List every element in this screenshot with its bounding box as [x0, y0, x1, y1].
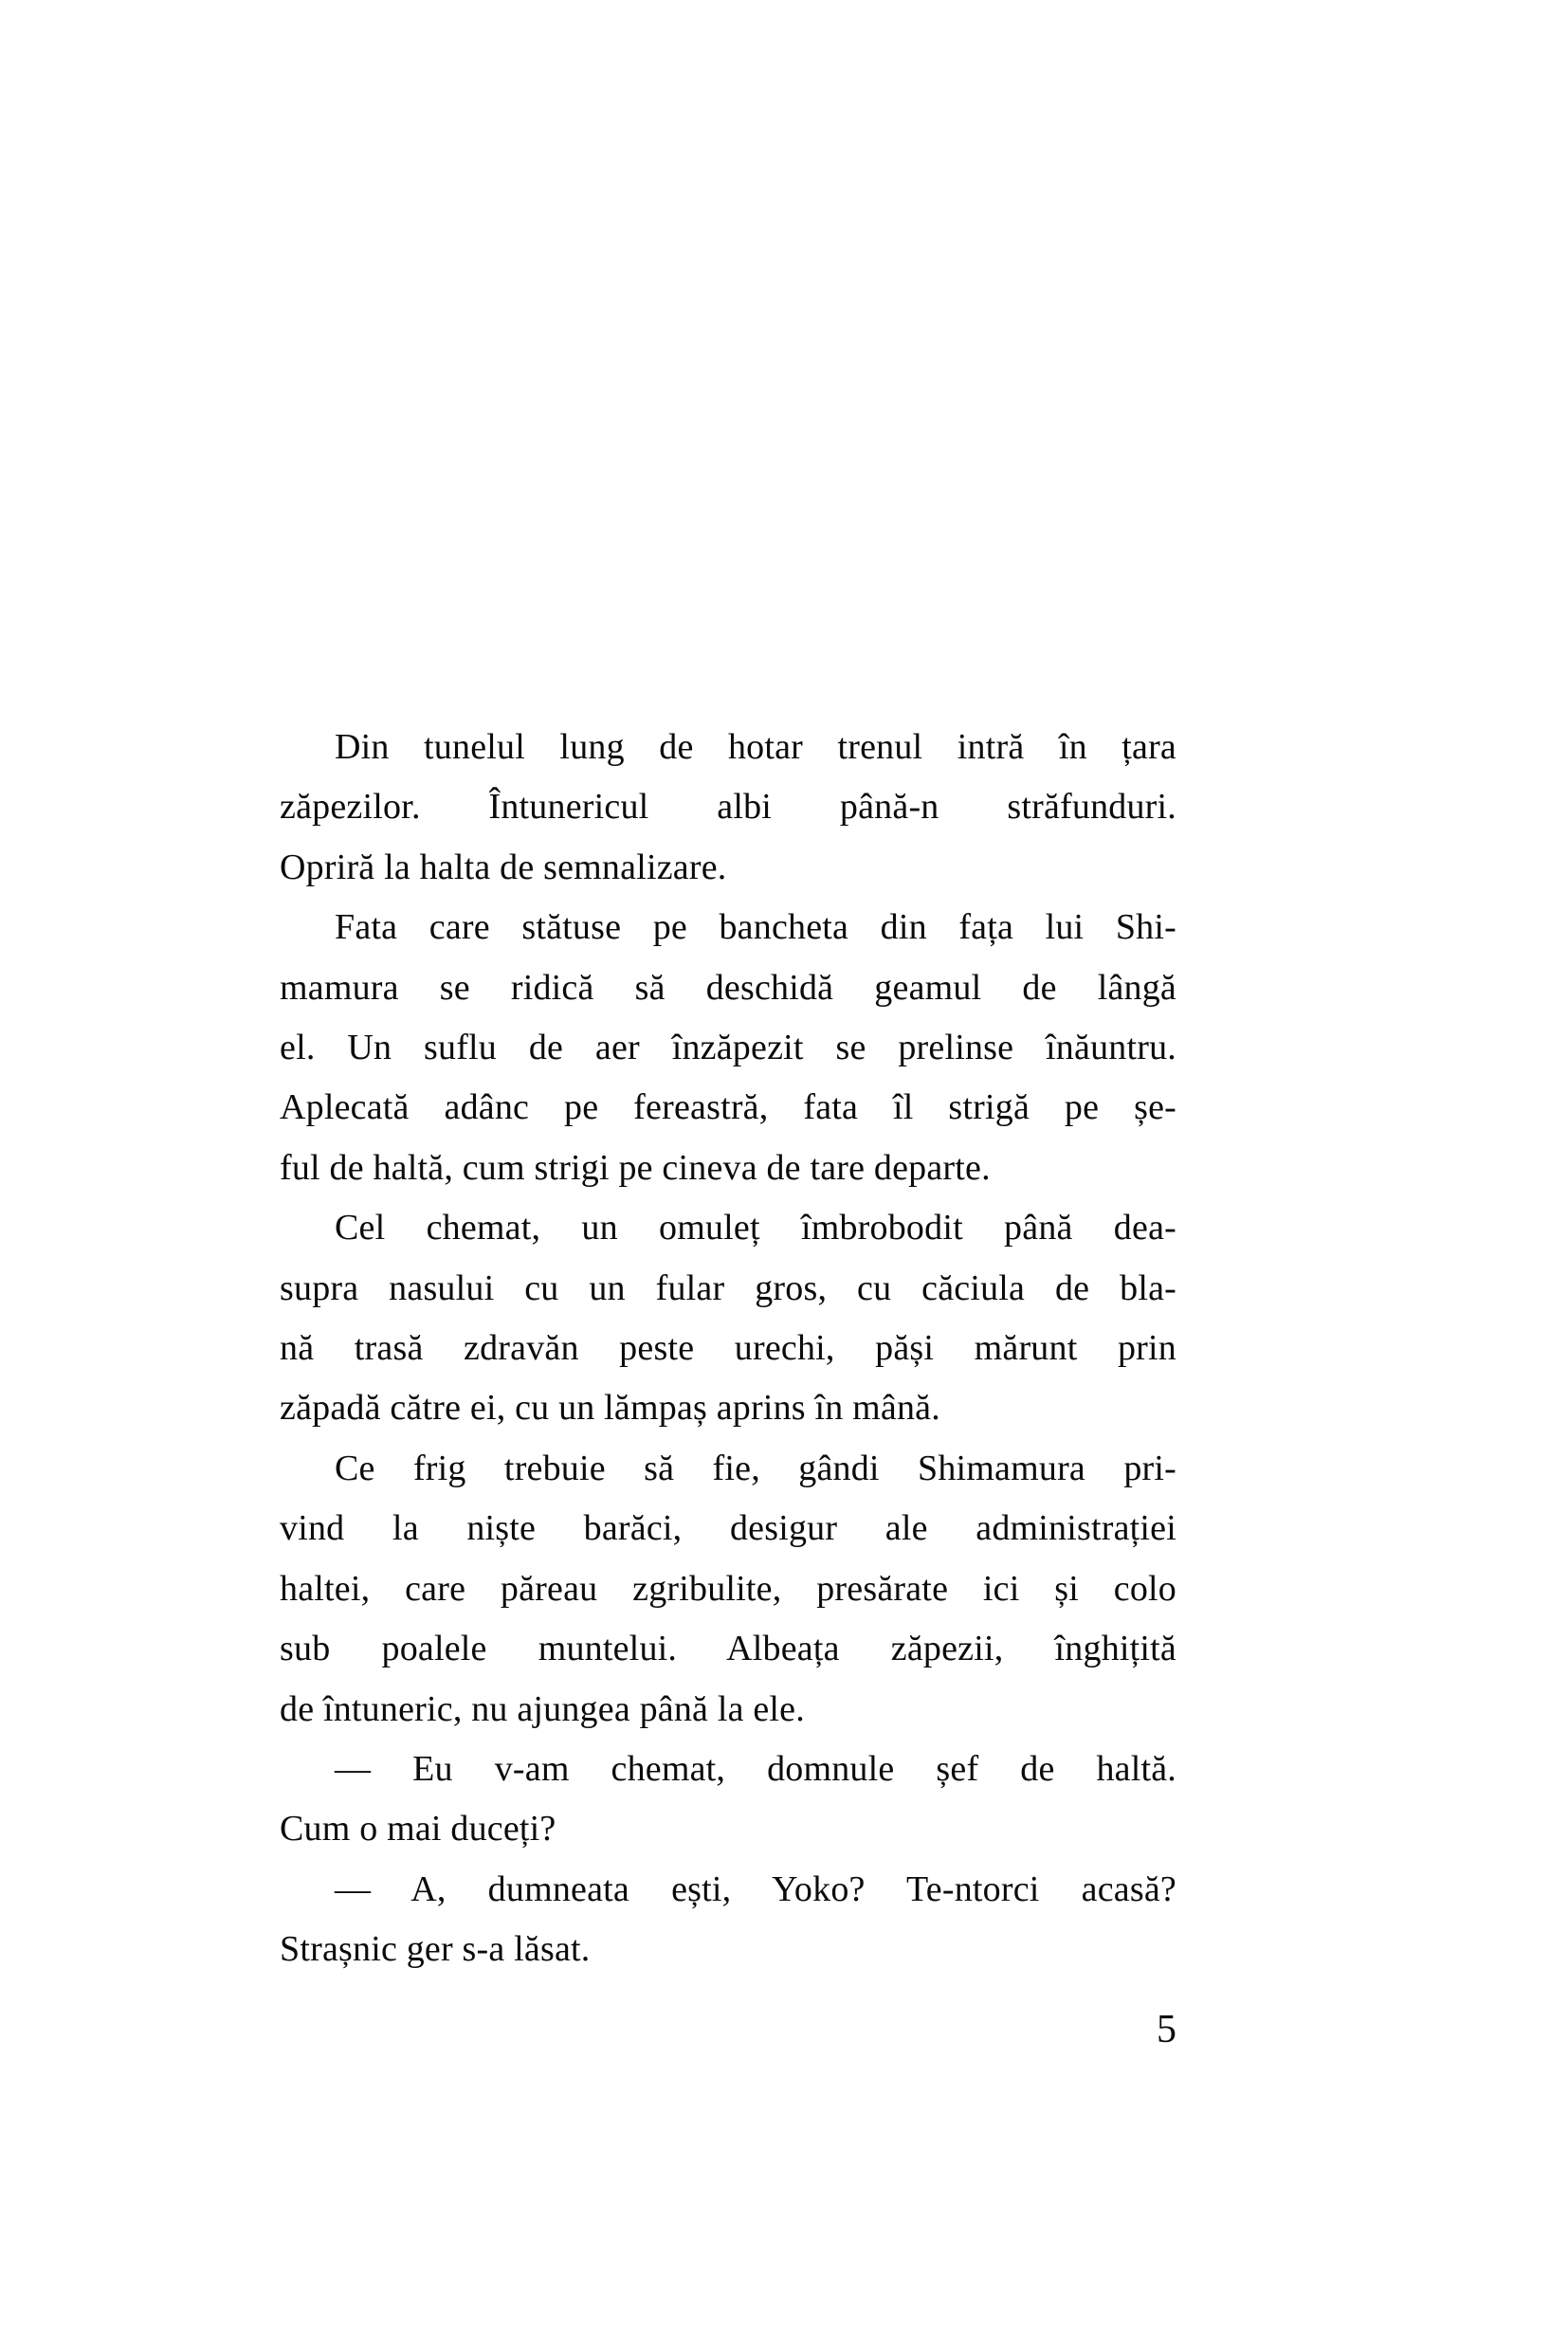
paragraph — [280, 898, 1176, 1198]
paragraph-dialogue — [280, 1860, 1176, 1980]
text-line: Din tunelul lung de hotar trenul intră în țara — [335, 727, 1176, 767]
text-line: ful de haltă, cum strigi pe cineva de tare departe. — [280, 1147, 991, 1188]
text-line: Opriră la halta de semnalizare. — [280, 847, 727, 887]
text-line: Cum o mai duceți? — [280, 1809, 556, 1850]
text-line: Aplecată adânc pe fereastră, fata îl strigă pe șe- — [280, 1087, 1176, 1128]
text-line: supra nasului cu un fular gros, cu căciula de bla- — [280, 1267, 1176, 1308]
paragraph-dialogue — [280, 1740, 1176, 1860]
text-line: el. Un suflu de aer înzăpezit se prelinse înăuntru. — [280, 1028, 1176, 1068]
text-line: sub poalele muntelui. Albeața zăpezii, înghițită — [280, 1629, 1176, 1669]
text-line: vind la niște barăci, desigur ale administrației — [280, 1508, 1176, 1549]
text-line: haltei, care păreau zgribulite, presărate ici și colo — [280, 1568, 1176, 1609]
text-line: Strașnic ger s-a lăsat. — [280, 1929, 591, 1970]
text-line: Ce frig trebuie să fie, gândi Shimamura pri- — [335, 1448, 1176, 1488]
text-line: mamura se ridică să deschidă geamul de lângă — [280, 967, 1176, 1008]
paragraph — [280, 1439, 1176, 1740]
text-column — [280, 718, 1176, 1980]
text-line: Fata care stătuse pe bancheta din fața lui Shi- — [335, 907, 1176, 948]
page-number: 5 — [1157, 2008, 1176, 2051]
paragraph — [280, 718, 1176, 898]
text-line: zăpadă către ei, cu un lămpaș aprins în mână. — [280, 1388, 940, 1429]
text-line: nă trasă zdravăn peste urechi, păși mărunt prin — [280, 1328, 1176, 1369]
text-line: — Eu v-am chemat, domnule șef de haltă. — [335, 1748, 1176, 1789]
text-line: de întuneric, nu ajungea până la ele. — [280, 1688, 805, 1729]
paragraph — [280, 1198, 1176, 1439]
text-line: Cel chemat, un omuleț îmbrobodit până dea- — [335, 1208, 1176, 1248]
text-line: — A, dumneata ești, Yoko? Te-ntorci acasă? — [335, 1868, 1176, 1909]
text-line: zăpezilor. Întunericul albi până-n străfunduri. — [280, 787, 1176, 828]
